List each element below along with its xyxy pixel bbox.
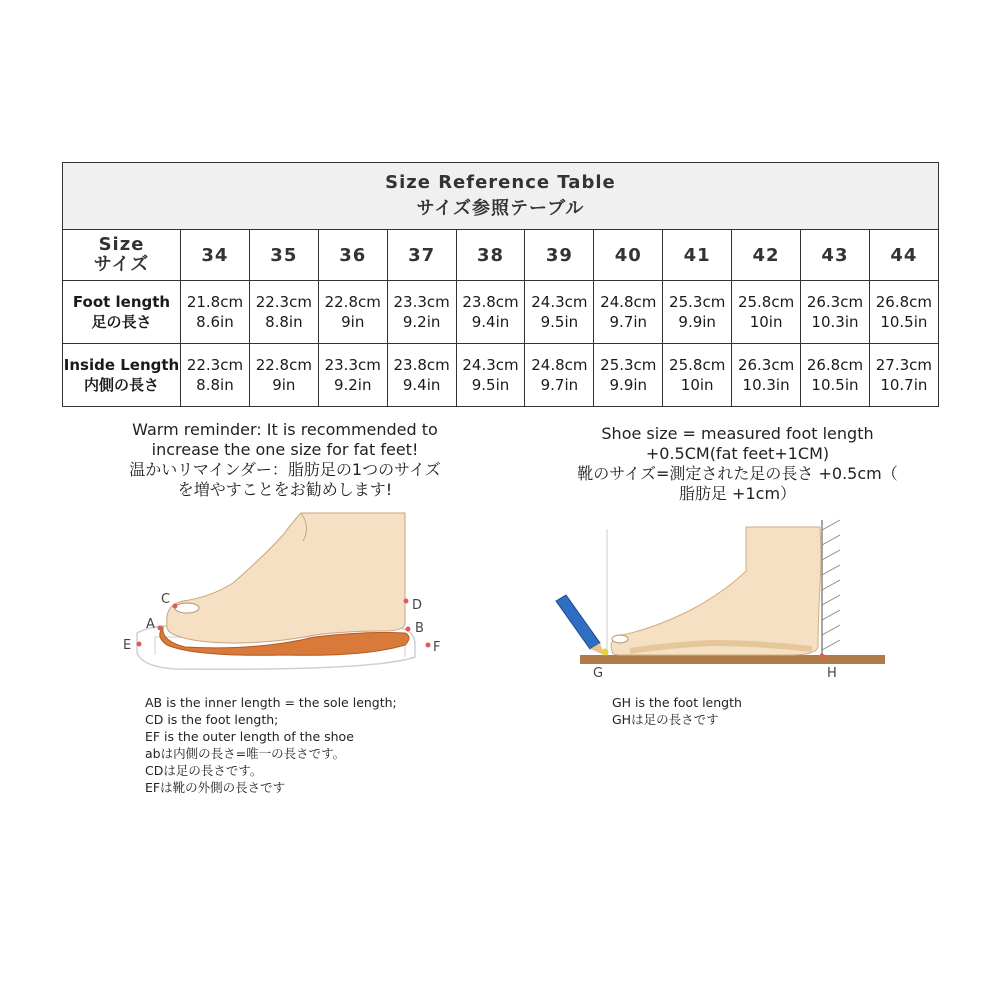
definition-line: CDは足の長さです。 [145, 763, 263, 778]
in-value: 10.3in [811, 313, 859, 331]
table-cell [456, 281, 525, 344]
point-c-marker [173, 604, 178, 609]
definition-line: EF is the outer length of the shoe [145, 729, 354, 744]
cm-value: 23.8cm [462, 293, 519, 311]
table-cell [525, 344, 594, 407]
table-cell [801, 344, 870, 407]
foot-length-row [63, 281, 939, 344]
in-value: 9.7in [540, 376, 579, 394]
in-value: 9.4in [402, 376, 441, 394]
wall-hatching [822, 520, 840, 650]
in-value: 9.5in [540, 313, 579, 331]
size-cell: 44 [869, 230, 938, 281]
size-cell: 40 [594, 230, 663, 281]
cm-value: 22.3cm [186, 356, 244, 374]
note-line: +0.5CM(fat feet+1CM) [645, 444, 830, 463]
table-cell [456, 344, 525, 407]
point-b-label: B [415, 621, 424, 636]
row-label-en: Inside Length [63, 356, 180, 374]
in-value: 9.5in [471, 376, 510, 394]
left-diagram-definitions [145, 694, 397, 796]
table-title-cell [63, 163, 939, 230]
row-label-en: Foot length [72, 293, 171, 311]
inside-length-row [63, 344, 939, 407]
table-cell [663, 344, 732, 407]
size-cell: 43 [801, 230, 870, 281]
table-cell [525, 281, 594, 344]
table-cell [249, 344, 318, 407]
in-value: 8.8in [196, 376, 234, 394]
size-label-cell [63, 230, 181, 281]
table-cell [869, 344, 938, 407]
table-cell [318, 344, 387, 407]
size-cell: 42 [732, 230, 801, 281]
note-line: Warm reminder: It is recommended to [132, 420, 438, 439]
cm-value: 25.8cm [737, 293, 795, 311]
point-h-marker [820, 654, 825, 659]
inside-length-label [63, 344, 181, 407]
cm-value: 25.8cm [669, 356, 726, 374]
point-c-label: C [161, 592, 171, 607]
in-value: 10in [680, 376, 714, 394]
in-value: 9.2in [402, 313, 441, 331]
size-header-row [63, 230, 939, 281]
note-line: 脂肪足 +1cm） [678, 484, 797, 503]
point-e-marker [137, 642, 142, 647]
cm-value: 26.3cm [806, 293, 864, 311]
point-f-label: F [433, 640, 441, 655]
size-cell: 34 [181, 230, 250, 281]
pencil-icon [556, 595, 604, 655]
floor-board [580, 655, 885, 664]
table-cell [801, 281, 870, 344]
table-cell [594, 344, 663, 407]
foot-measure-diagram [550, 515, 890, 690]
table-cell [387, 281, 456, 344]
size-cell: 38 [456, 230, 525, 281]
point-b-marker [406, 627, 411, 632]
point-d-label: D [412, 598, 423, 613]
table-cell [869, 281, 938, 344]
in-value: 10.5in [811, 376, 859, 394]
definition-line: CD is the foot length; [145, 712, 279, 727]
cm-value: 22.8cm [255, 356, 312, 374]
warm-reminder-note [100, 420, 470, 500]
definition-line: abは内側の長さ=唯一の長さです。 [145, 746, 346, 761]
size-label-ja: サイズ [93, 254, 150, 275]
size-cell: 36 [318, 230, 387, 281]
size-cell: 39 [525, 230, 594, 281]
note-line: 靴のサイズ=測定された足の長さ +0.5cm（ [577, 464, 898, 483]
size-cell: 37 [387, 230, 456, 281]
cm-value: 24.3cm [531, 293, 588, 311]
in-value: 8.6in [196, 313, 234, 331]
table-cell [663, 281, 732, 344]
in-value: 9.9in [609, 376, 648, 394]
table-cell [318, 281, 387, 344]
in-value: 10in [749, 313, 783, 331]
table-cell [387, 344, 456, 407]
foot-length-label [63, 281, 181, 344]
cm-value: 24.8cm [531, 356, 588, 374]
in-value: 10.3in [742, 376, 790, 394]
cm-value: 23.3cm [393, 293, 450, 311]
cm-value: 26.3cm [737, 356, 795, 374]
note-line: increase the one size for fat feet! [151, 440, 419, 459]
definition-line: GHは足の長さです [612, 712, 719, 727]
row-label-ja: 内側の長さ [83, 376, 159, 394]
foot-in-shoe-diagram [115, 505, 455, 690]
in-value: 10.7in [880, 376, 928, 394]
cm-value: 23.3cm [324, 356, 381, 374]
cm-value: 22.8cm [324, 293, 381, 311]
cm-value: 26.8cm [875, 293, 932, 311]
shoe-size-formula-note [550, 424, 925, 504]
size-cell: 41 [663, 230, 732, 281]
size-reference-table [62, 162, 939, 407]
table-cell [732, 344, 801, 407]
size-label-en: Size [98, 234, 145, 255]
definition-line: GH is the foot length [612, 695, 742, 710]
foot-icon [611, 527, 821, 655]
size-cell: 35 [249, 230, 318, 281]
point-g-marker [602, 649, 609, 656]
in-value: 9.7in [609, 313, 648, 331]
note-line: 温かいリマインダー：脂肪足の1つのサイズ [129, 460, 441, 479]
toe-nail-icon [612, 635, 628, 643]
in-value: 8.8in [265, 313, 303, 331]
note-line: Shoe size = measured foot length [601, 424, 874, 443]
foot-icon [167, 513, 405, 643]
table-cell [594, 281, 663, 344]
cm-value: 27.3cm [875, 356, 932, 374]
in-value: 9.4in [471, 313, 510, 331]
point-f-marker [426, 643, 431, 648]
cm-value: 24.8cm [600, 293, 657, 311]
note-line: を増やすことをお勧めします! [177, 480, 393, 499]
cm-value: 23.8cm [393, 356, 450, 374]
in-value: 9.2in [333, 376, 372, 394]
in-value: 9.9in [678, 313, 716, 331]
point-e-label: E [123, 638, 132, 653]
table-cell [181, 281, 250, 344]
cm-value: 25.3cm [669, 293, 726, 311]
in-value: 9in [272, 376, 296, 394]
definition-line: AB is the inner length = the sole length; [145, 695, 397, 710]
cm-value: 21.8cm [186, 293, 244, 311]
right-diagram-definitions [612, 694, 742, 728]
toe-nail-icon [175, 603, 199, 613]
table-cell [732, 281, 801, 344]
table-cell [181, 344, 250, 407]
cm-value: 25.3cm [600, 356, 657, 374]
point-g-label: G [593, 666, 604, 681]
table-title-ja: サイズ参照テーブル [416, 198, 585, 219]
point-a-label: A [146, 617, 155, 632]
in-value: 9in [341, 313, 365, 331]
point-d-marker [404, 599, 409, 604]
row-label-ja: 足の長さ [91, 313, 152, 331]
table-title-en: Size Reference Table [385, 172, 616, 193]
point-a-marker [158, 626, 163, 631]
cm-value: 24.3cm [462, 356, 519, 374]
cm-value: 22.3cm [255, 293, 312, 311]
point-h-label: H [827, 666, 837, 681]
definition-line: EFは靴の外側の長さです [145, 780, 286, 795]
table-cell [249, 281, 318, 344]
in-value: 10.5in [880, 313, 928, 331]
cm-value: 26.8cm [806, 356, 864, 374]
